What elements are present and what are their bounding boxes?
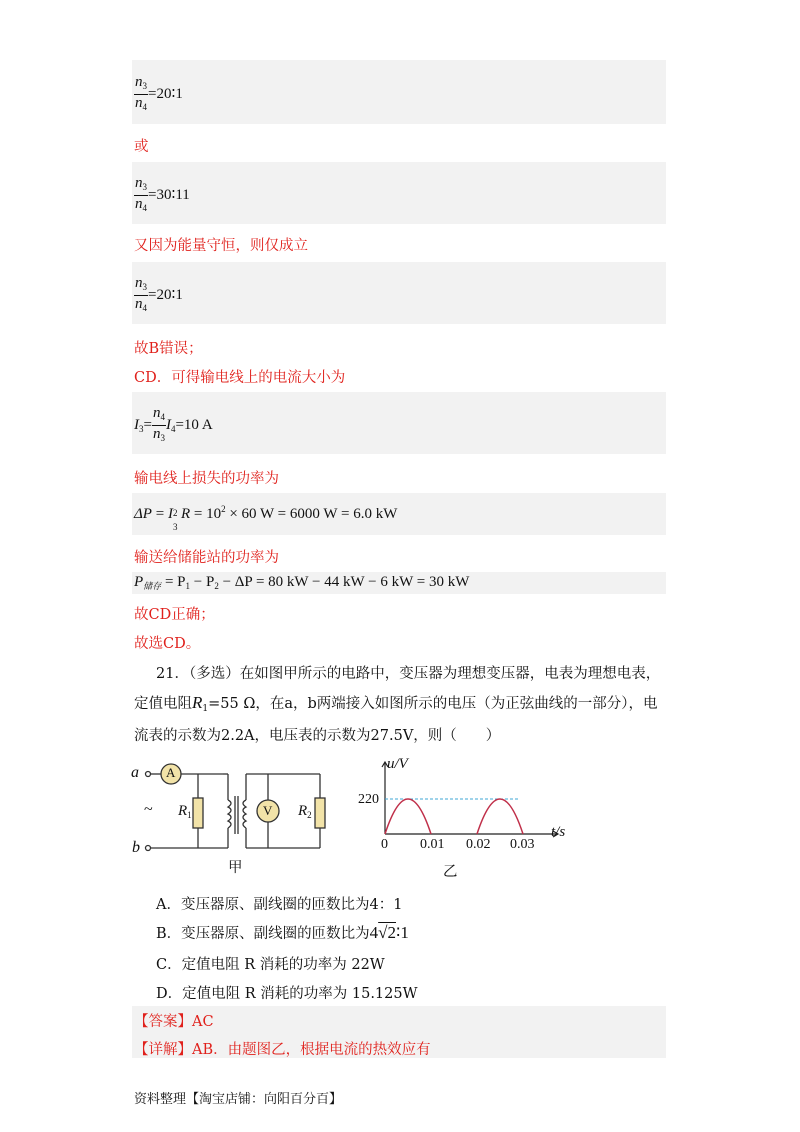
resistor-r1: [193, 798, 203, 828]
option-d: D．定值电阻 R 消耗的功率为 15.125W: [156, 986, 418, 1002]
ammeter-label: A: [166, 765, 176, 780]
text-energy: 又因为能量守恒，则仅成立: [134, 238, 308, 254]
storage-eq: $P_{储存} = P_1 - P_2 - \Delta P = 80$ kW − 44 kW − 6 kW = 30 kW: [134, 574, 470, 591]
x-tick-002: 0.02: [466, 837, 491, 852]
ratio-eq-1: $\frac{n_3}{n_4}$ =20∶1: [135, 74, 183, 112]
terminal-b-label: b: [132, 839, 140, 856]
x-axis-label: t/s: [551, 824, 566, 840]
detail-text: 【详解】AB．由题图乙，根据电流的热效应有: [134, 1042, 431, 1058]
formula-box-2: [132, 162, 666, 224]
formula-box-1: [132, 60, 666, 124]
ac-symbol: ~: [144, 801, 153, 818]
text-choose: 故选CD。: [134, 636, 201, 652]
caption-yi: 乙: [443, 864, 458, 880]
option-b: B．变压器原、副线圈的匝数比为4√2∶1: [156, 923, 409, 942]
ratio-eq-3: $\frac{n_3}{n_4}$ =20∶1: [135, 275, 183, 313]
sine-hump-1: [385, 799, 431, 834]
x-tick-003: 0.03: [510, 837, 535, 852]
r1-label: $R_1$: [178, 803, 192, 820]
current-eq: $I_3=$ $\frac{n_4}{n_3}$ $I_4=10$ A: [134, 405, 213, 443]
x-tick-0: 0: [381, 837, 388, 852]
r2-label: $R_2$: [298, 803, 312, 820]
voltmeter-label: V: [263, 803, 273, 818]
y-axis-label: u/V: [387, 756, 408, 772]
caption-jia: 甲: [228, 860, 243, 876]
q21-line-1: 21．（多选）在如图甲所示的电路中，变压器为理想变压器，电表为理想电表，: [156, 666, 661, 682]
page-footer: 资料整理【淘宝店铺：向阳百分百】: [134, 1092, 343, 1107]
text-loss: 输电线上损失的功率为: [134, 471, 279, 487]
text-or: 或: [134, 139, 149, 155]
x-tick-001: 0.01: [420, 837, 445, 852]
terminal-a-label: a: [131, 764, 139, 781]
formula-box-3: [132, 262, 666, 324]
option-a: A．变压器原、副线圈的匝数比为4：1: [156, 897, 403, 913]
y-tick-220: 220: [358, 792, 379, 807]
text-cd: CD．可得输电线上的电流大小为: [134, 370, 346, 386]
text-cd-right: 故CD正确；: [134, 607, 215, 623]
text-storage: 输送给储能站的功率为: [134, 550, 279, 566]
sine-hump-2: [477, 799, 523, 834]
answer-text: 【答案】AC: [134, 1014, 214, 1030]
resistor-r2: [315, 798, 325, 828]
text-b-wrong: 故B错误；: [134, 341, 203, 357]
loss-eq: ΔP = I 2 3 $R = 10^2 \times 60$ W = 6000 W = 6.0 kW: [134, 504, 398, 532]
q21-line-3: 流表的示数为2.2A，电压表的示数为27.5V，则（ ）: [134, 728, 501, 744]
q21-line-2: 定值电阻$R_1=55$ Ω，在a，b两端接入如图所示的电压（为正弦曲线的一部分），电: [134, 693, 658, 714]
option-c: C．定值电阻 R 消耗的功率为 22W: [156, 957, 385, 973]
ratio-eq-2: $\frac{n_3}{n_4}$ =30∶11: [135, 175, 190, 213]
